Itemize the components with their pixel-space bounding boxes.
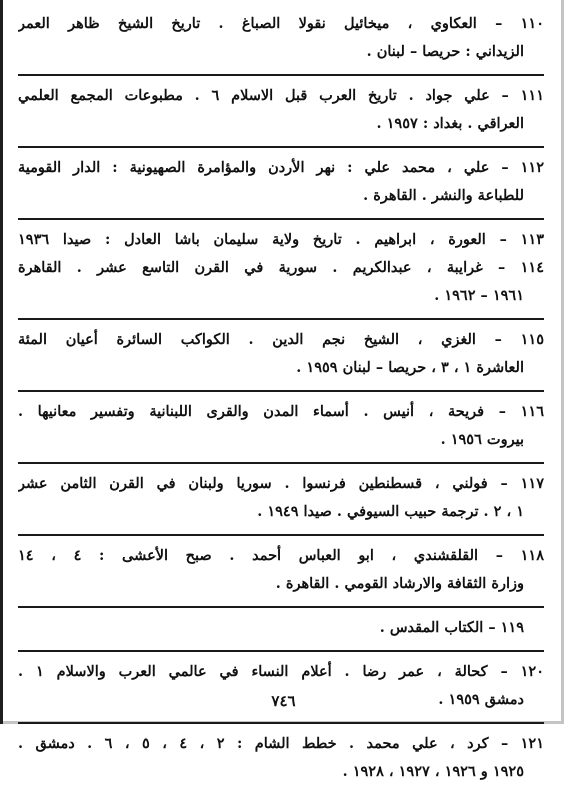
bibliography-entry	[18, 82, 544, 138]
entry-divider	[18, 606, 544, 608]
bibliography-entry	[18, 470, 544, 526]
entry-line: بيروت ١٩٥٦ .	[440, 431, 524, 448]
entry-line: للطباعة والنشر . القاهرة .	[363, 187, 524, 204]
entry-line: ١١٩ – الكتاب المقدس .	[379, 619, 524, 636]
entry-line: ١٢١ – كرد ، علي محمد . خطط الشام : ٢ ، ٤ ، ٥ ، ٦ . دمشق .	[18, 735, 544, 752]
entry-line: ١٢٠ – كحالة ، عمر رضا . أعلام النساء في عالمي العرب والاسلام ١ .	[18, 663, 544, 680]
entry-line: ١١٤ – غرايبة ، عبدالكريم . سورية في القرن التاسع عشر . القاهرة	[18, 259, 544, 276]
bibliography-page	[18, 10, 544, 794]
entry-line: دمشق ١٩٥٩ .	[438, 691, 524, 708]
entry-divider	[18, 722, 544, 724]
entry-divider	[18, 218, 544, 220]
bibliography-entry	[18, 326, 544, 382]
entry-line: الزيداني : حريصا – لبنان .	[366, 43, 524, 60]
bibliography-entry	[18, 10, 544, 66]
entry-divider	[18, 534, 544, 536]
entry-line: العراقي . بغداد : ١٩٥٧ .	[376, 115, 524, 132]
entry-divider	[18, 146, 544, 148]
window-edge	[0, 0, 3, 724]
page-number: ٧٤٦	[271, 692, 296, 710]
entry-line: ١١٠ – العكاوي ، ميخائيل نقولا الصباغ . تاريخ الشيخ ظاهر العمر	[18, 15, 544, 32]
bibliography-entry	[18, 730, 544, 786]
entry-line: ١١٨ – القلقشندي ، ابو العباس أحمد . صبح الأعشى : ٤ ، ١٤	[18, 547, 544, 564]
entry-divider	[18, 74, 544, 76]
entry-line: العاشرة ١ ، ٣ ، حريصا – لبنان ١٩٥٩ .	[296, 359, 524, 376]
bibliography-entry	[18, 614, 544, 642]
entry-line: ١٩٦١ – ١٩٦٢ .	[434, 287, 524, 304]
bibliography-entry	[18, 398, 544, 454]
entry-divider	[18, 462, 544, 464]
entry-divider	[18, 318, 544, 320]
entry-line: وزارة الثقافة والارشاد القومي . القاهرة .	[275, 575, 524, 592]
bibliography-entry	[18, 154, 544, 210]
entry-divider	[18, 650, 544, 652]
entry-line: ١١١ – علي جواد . تاريخ العرب قبل الاسلام ٦ . مطبوعات المجمع العلمي	[18, 87, 544, 104]
entry-line: ١٩٢٥ و ١٩٢٦ ، ١٩٢٧ ، ١٩٢٨ .	[342, 763, 524, 780]
entry-line: ١١٦ – فريحة ، أنيس . أسماء المدن والقرى اللبنانية وتفسير معانيها .	[18, 403, 544, 420]
entry-line: ١١٥ – الغزي ، الشيخ نجم الدين . الكواكب السائرة أعيان المئة	[18, 331, 544, 348]
entry-line: ١١٣ – العورة ، ابراهيم . تاريخ ولاية سليمان باشا العادل : صيدا ١٩٣٦	[18, 231, 544, 248]
entry-divider	[18, 390, 544, 392]
entry-line: ١١٧ – فولني ، قسطنطين فرنسوا . سوريا ولبنان في القرن الثامن عشر	[18, 475, 544, 492]
entry-line: ١١٢ – علي ، محمد علي : نهر الأردن والمؤامرة الصهيونية : الدار القومية	[18, 159, 544, 176]
entry-line: ١ ، ٢ . ترجمة حبيب السيوفي . صيدا ١٩٤٩ .	[257, 503, 524, 520]
bibliography-entry	[18, 542, 544, 598]
bibliography-entry	[18, 226, 544, 310]
